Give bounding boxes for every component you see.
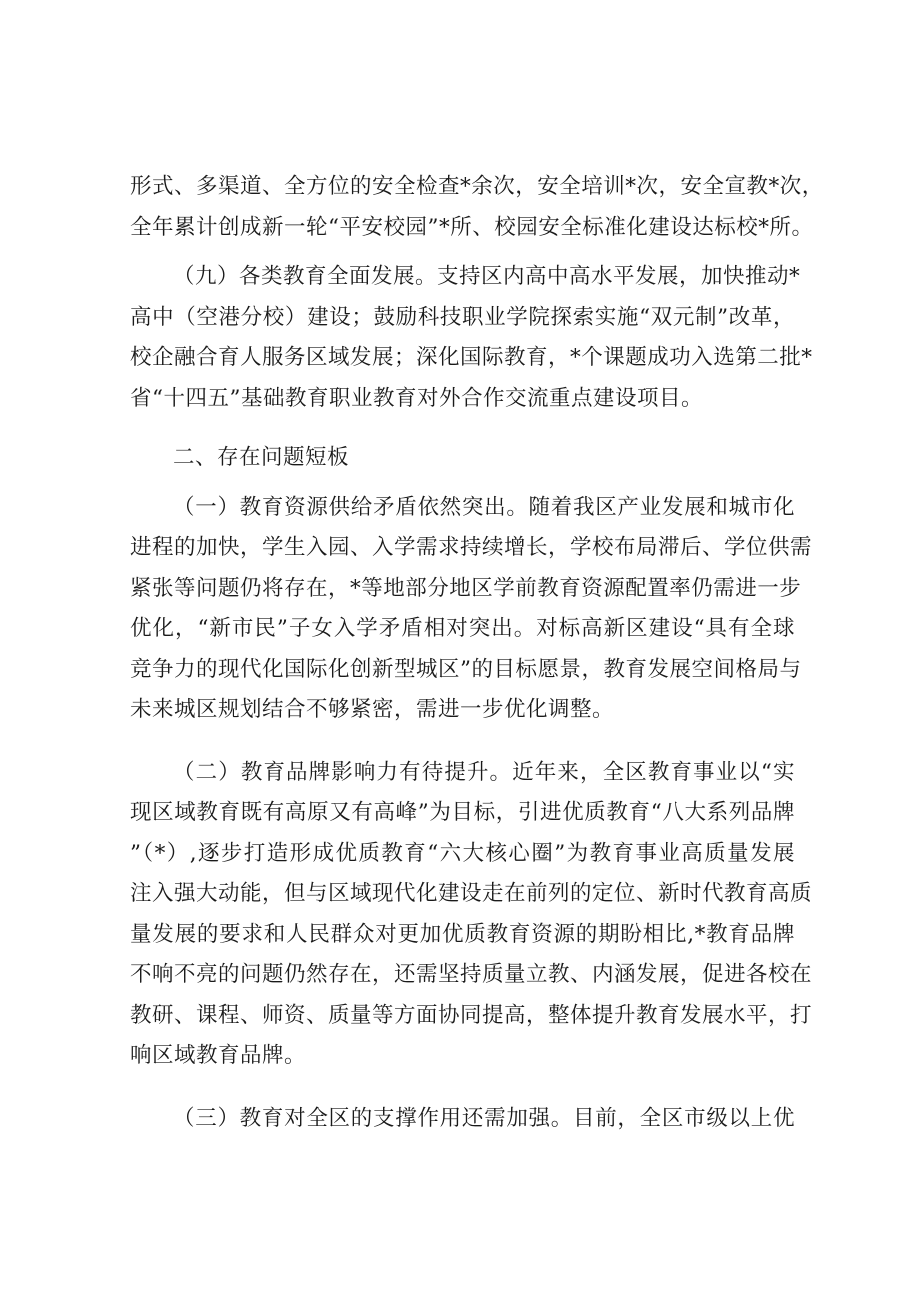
paragraph-line: （九）各类教育全面发展。支持区内高中高水平发展，加快推动* — [173, 264, 801, 289]
paragraph-line: 量发展的要求和人民群众对更加优质教育资源的期盼相比,*教育品牌 — [130, 922, 795, 947]
paragraph-line: （三）教育对全区的支撑作用还需加强。目前，全区市级以上优 — [173, 1106, 795, 1131]
paragraph-line: 优化，“新市民”子女入学矛盾相对突出。对标高新区建设“具有全球 — [130, 616, 795, 641]
paragraph-line: 高中（空港分校）建设；鼓励科技职业学院探索实施“双元制”改革， — [130, 305, 795, 330]
paragraph-line: （一）教育资源供给矛盾依然突出。随着我区产业发展和城市化 — [173, 495, 795, 520]
paragraph-line: 形式、多渠道、全方位的安全检查*余次，安全培训*次，安全宣教*次， — [130, 174, 824, 199]
paragraph-line: 校企融合育人服务区域发展；深化国际教育，*个课题成功入选第二批* — [130, 345, 813, 370]
paragraph-line: 竞争力的现代化国际化创新型城区”的目标愿景，教育发展空间格局与 — [130, 657, 802, 682]
paragraph-line: 注入强大动能，但与区域现代化建设走在前列的定位、新时代教育高质 — [130, 881, 813, 906]
paragraph-line: ”（*）,逐步打造形成优质教育“六大核心圈”为教育事业高质量发展 — [130, 841, 795, 866]
paragraph-line: 教研、课程、师资、质量等方面协同提高，整体提升教育发展水平，打 — [130, 1003, 813, 1028]
paragraph-line: 响区域教育品牌。 — [130, 1043, 307, 1068]
paragraph-line: （二）教育品牌影响力有待提升。近年来，全区教育事业以“实 — [173, 760, 795, 785]
paragraph-line: 不响不亮的问题仍然存在，还需坚持质量立教、内涵发展，促进各校在 — [130, 962, 813, 987]
paragraph-line: 省“十四五”基础教育职业教育对外合作交流重点建设项目。 — [130, 386, 703, 411]
paragraph-line: 紧张等问题仍将存在，*等地部分地区学前教育资源配置率仍需进一步 — [130, 576, 802, 601]
section-heading: 二、存在问题短板 — [173, 445, 350, 470]
paragraph-line: 进程的加快，学生入园、入学需求持续增长，学校布局滞后、学位供需 — [130, 535, 813, 560]
paragraph-line: 未来城区规划结合不够紧密，需进一步优化调整。 — [130, 697, 615, 722]
paragraph-line: 全年累计创成新一轮“平安校园”*所、校园安全标准化建设达标校*所。 — [130, 215, 814, 240]
paragraph-line: 现区域教育既有高原又有高峰”为目标，引进优质教育“八大系列品牌 — [130, 800, 795, 825]
